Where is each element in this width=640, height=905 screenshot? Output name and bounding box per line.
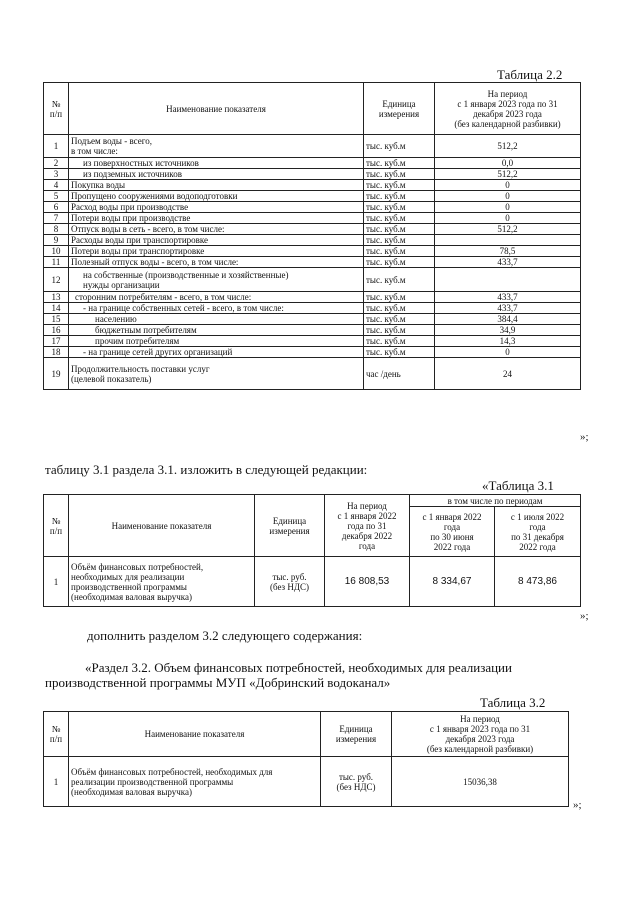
t22-cell-value: 0 (435, 180, 581, 191)
t22-cell-value: 0 (435, 347, 581, 358)
table-row (44, 358, 581, 390)
t32-header-name: Наименование показателя (69, 712, 321, 757)
t22-cell-name: Подъем воды - всего, в том числе: (69, 135, 364, 158)
t22-cell-value: 433,7 (435, 303, 581, 314)
t22-cell-value: 512,2 (435, 224, 581, 235)
t32-end-mark: »; (573, 799, 582, 811)
t22-cell-name: на собственные (производственные и хозяйственные) нужды организации (69, 268, 364, 292)
t22-cell-name: населению (69, 314, 364, 325)
table-row (44, 213, 581, 224)
t31-header-period: На период с 1 января 2022 года по 31 декабря 2022 года (325, 495, 410, 557)
t22-cell-unit: час /день (364, 358, 435, 390)
t22-cell-value: 433,7 (435, 257, 581, 268)
t22-cell-unit: тыс. куб.м (364, 336, 435, 347)
t32-header-period: На период с 1 января 2023 года по 31 декабря 2023 года (без календарной разбивки) (392, 712, 569, 757)
t22-cell-value: 0 (435, 202, 581, 213)
t22-header-unit: Единица измерения (364, 83, 435, 135)
t22-cell-num: 9 (44, 235, 69, 246)
t22-cell-name: сторонним потребителям - всего, в том числе: (69, 292, 364, 303)
t22-cell-name: Продолжительность поставки услуг (целевой показатель) (69, 358, 364, 390)
table-row (44, 268, 581, 292)
t22-cell-value (435, 268, 581, 292)
t22-cell-name: Пропущено сооружениями водоподготовки (69, 191, 364, 202)
t22-cell-unit: тыс. куб.м (364, 169, 435, 180)
intro-3-1: таблицу 3.1 раздела 3.1. изложить в следующей редакции: (45, 462, 368, 477)
t31-cell-name: Объём финансовых потребностей, необходимых для реализации производственной программы (необходимая валовая выручка) (69, 557, 255, 607)
t22-cell-value: 512,2 (435, 135, 581, 158)
t22-cell-num: 16 (44, 325, 69, 336)
t22-cell-unit: тыс. куб.м (364, 202, 435, 213)
t32-header-num: № п/п (44, 712, 69, 757)
t22-cell-value: 0 (435, 191, 581, 202)
t31-header-group: в том числе по периодам (410, 495, 581, 507)
t31-row (44, 557, 581, 607)
t22-cell-unit: тыс. куб.м (364, 191, 435, 202)
t22-body (44, 135, 581, 390)
t31-header-p2: с 1 июля 2022 года по 31 декабря 2022 года (495, 507, 581, 557)
t22-cell-unit: тыс. куб.м (364, 224, 435, 235)
t31-header-unit: Единица измерения (255, 495, 325, 557)
t22-cell-unit: тыс. куб.м (364, 246, 435, 257)
table-row (44, 292, 581, 303)
section-3-2-heading: «Раздел 3.2. Объем финансовых потребностей, необходимых для реализации производственной программы МУП «Добринский водоканал» (45, 660, 512, 690)
table-row (44, 235, 581, 246)
table-row (44, 246, 581, 257)
table-row (44, 314, 581, 325)
t31-cell-total: 16 808,53 (325, 557, 410, 607)
t22-cell-value: 14,3 (435, 336, 581, 347)
t22-cell-num: 2 (44, 158, 69, 169)
t32-row (44, 757, 569, 807)
t22-cell-name: Потери воды при транспортировке (69, 246, 364, 257)
t31-end-mark: »; (580, 610, 589, 622)
t22-cell-num: 11 (44, 257, 69, 268)
t22-cell-num: 13 (44, 292, 69, 303)
t22-cell-num: 6 (44, 202, 69, 213)
t22-cell-num: 18 (44, 347, 69, 358)
table32-caption: Таблица 3.2 (480, 695, 546, 710)
table-row (44, 180, 581, 191)
t22-cell-unit: тыс. куб.м (364, 303, 435, 314)
t22-cell-name: из поверхностных источников (69, 158, 364, 169)
t22-cell-name: - на границе собственных сетей - всего, в том числе: (69, 303, 364, 314)
t31-cell-p2: 8 473,86 (495, 557, 581, 607)
t22-cell-value: 34,9 (435, 325, 581, 336)
table-row (44, 325, 581, 336)
t22-cell-num: 17 (44, 336, 69, 347)
t22-cell-unit: тыс. куб.м (364, 135, 435, 158)
t22-cell-value: 512,2 (435, 169, 581, 180)
t22-cell-num: 8 (44, 224, 69, 235)
table-row (44, 202, 581, 213)
t22-cell-num: 12 (44, 268, 69, 292)
t22-header-period: На период с 1 января 2023 года по 31 декабря 2023 года (без календарной разбивки) (435, 83, 581, 135)
t22-cell-value: 0,0 (435, 158, 581, 169)
t31-cell-num: 1 (44, 557, 69, 607)
t32-cell-unit: тыс. руб. (без НДС) (321, 757, 392, 807)
table-row (44, 169, 581, 180)
t22-cell-unit: тыс. куб.м (364, 292, 435, 303)
t32-cell-name: Объём финансовых потребностей, необходимых для реализации производственной программы (необходимая валовая выручка) (69, 757, 321, 807)
t22-cell-unit: тыс. куб.м (364, 347, 435, 358)
t32-cell-value: 15036,38 (392, 757, 569, 807)
t22-cell-num: 15 (44, 314, 69, 325)
table-row (44, 191, 581, 202)
t31-header-name: Наименование показателя (69, 495, 255, 557)
t22-cell-name: - на границе сетей других организаций (69, 347, 364, 358)
t22-cell-value (435, 235, 581, 246)
t22-cell-unit: тыс. куб.м (364, 235, 435, 246)
t22-cell-value: 78,5 (435, 246, 581, 257)
t22-end-mark: »; (580, 431, 589, 443)
t22-cell-unit: тыс. куб.м (364, 325, 435, 336)
table-3-2 (43, 711, 569, 807)
t22-cell-name: Потери воды при производстве (69, 213, 364, 224)
intro-3-2: дополнить разделом 3.2 следующего содержания: (87, 628, 363, 643)
t22-cell-value: 433,7 (435, 292, 581, 303)
table-row (44, 303, 581, 314)
table-row (44, 336, 581, 347)
t22-cell-unit: тыс. куб.м (364, 180, 435, 191)
t31-cell-p1: 8 334,67 (410, 557, 495, 607)
t22-cell-name: Расходы воды при транспортировке (69, 235, 364, 246)
t22-cell-unit: тыс. куб.м (364, 314, 435, 325)
t22-cell-num: 19 (44, 358, 69, 390)
t22-cell-value: 0 (435, 213, 581, 224)
table-row (44, 135, 581, 158)
t22-cell-name: Покупка воды (69, 180, 364, 191)
table-row (44, 158, 581, 169)
t22-cell-name: прочим потребителям (69, 336, 364, 347)
t22-cell-value: 24 (435, 358, 581, 390)
t32-header-unit: Единица измерения (321, 712, 392, 757)
t22-cell-num: 3 (44, 169, 69, 180)
t22-cell-name: из подземных источников (69, 169, 364, 180)
t22-cell-num: 1 (44, 135, 69, 158)
t22-cell-num: 10 (44, 246, 69, 257)
t31-header-p1: с 1 января 2022 года по 30 июня 2022 года (410, 507, 495, 557)
t22-cell-unit: тыс. куб.м (364, 158, 435, 169)
t22-cell-name: Отпуск воды в сеть - всего, в том числе: (69, 224, 364, 235)
table-row (44, 347, 581, 358)
t31-cell-unit: тыс. руб. (без НДС) (255, 557, 325, 607)
t22-cell-unit: тыс. куб.м (364, 268, 435, 292)
t22-cell-num: 7 (44, 213, 69, 224)
t22-cell-name: бюджетным потребителям (69, 325, 364, 336)
t22-header-num: № п/п (44, 83, 69, 135)
t22-cell-num: 14 (44, 303, 69, 314)
t31-header-num: № п/п (44, 495, 69, 557)
t32-cell-num: 1 (44, 757, 69, 807)
table31-caption: «Таблица 3.1 (482, 478, 554, 493)
t22-cell-value: 384,4 (435, 314, 581, 325)
table22-caption: Таблица 2.2 (497, 67, 563, 82)
table-row (44, 257, 581, 268)
t22-cell-num: 4 (44, 180, 69, 191)
table-2-2 (43, 82, 581, 390)
t22-cell-unit: тыс. куб.м (364, 213, 435, 224)
table-3-1 (43, 494, 581, 607)
t22-cell-num: 5 (44, 191, 69, 202)
t22-cell-name: Полезный отпуск воды - всего, в том числе: (69, 257, 364, 268)
table-row (44, 224, 581, 235)
t22-header-name: Наименование показателя (69, 83, 364, 135)
t22-cell-unit: тыс. куб.м (364, 257, 435, 268)
t22-cell-name: Расход воды при производстве (69, 202, 364, 213)
